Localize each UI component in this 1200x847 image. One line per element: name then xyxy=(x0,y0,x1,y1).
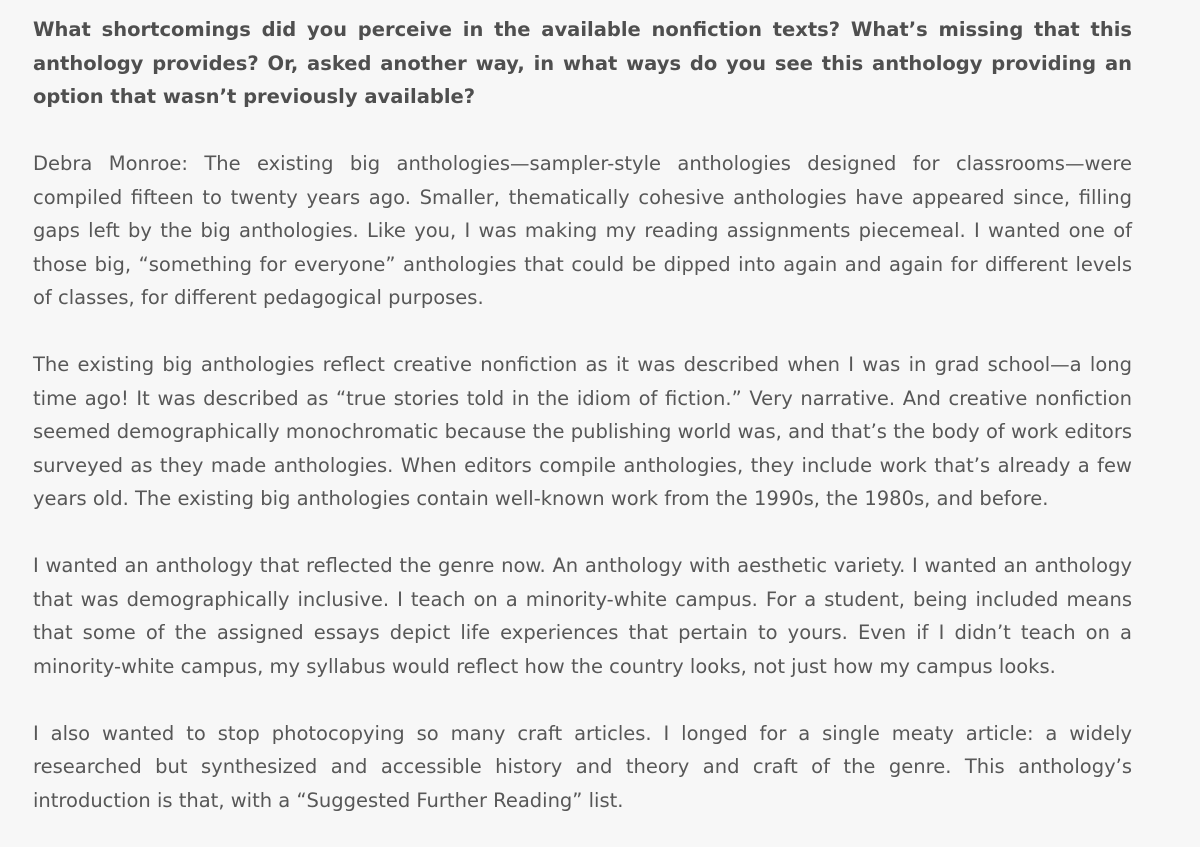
answer-paragraph-1: Debra Monroe: The existing big anthologies—sampler-style anthologies designed for classrooms—were compiled fifteen to twenty years ago. Smaller, thematically cohesive anthologies have appeared since, filling gaps left by the big anthologies. Like you, I was making my reading assignments piecemeal. I wanted one of those big, “something for everyone” anthologies that could be dipped into again and again for different levels of classes, for different pedagogical purposes. xyxy=(33,152,1132,309)
interview-article xyxy=(33,13,1132,817)
answer-paragraph-2: The existing big anthologies reflect creative nonfiction as it was described when I was in grad school—a long time ago! It was described as “true stories told in the idiom of fiction.” Very narrative. And creative nonfiction seemed demographically monochromatic because the publishing world was, and that’s the body of work editors surveyed as they made anthologies. When editors compile anthologies, they include work that’s already a few years old. The existing big anthologies contain well-known work from the 1990s, the 1980s, and before. xyxy=(33,353,1132,510)
answer-paragraph-3: I wanted an anthology that reflected the genre now. An anthology with aesthetic variety. I wanted an anthology that was demographically inclusive. I teach on a minority-white campus. For a student, being included means that some of the assigned essays depict life experiences that pertain to yours. Even if I didn’t teach on a minority-white campus, my syllabus would reflect how the country looks, not just how my campus looks. xyxy=(33,554,1132,678)
answer-paragraph-4: I also wanted to stop photocopying so many craft articles. I longed for a single meaty article: a widely researched but synthesized and accessible history and theory and craft of the genre. This anthology’s introduction is that, with a “Suggested Further Reading” list. xyxy=(33,721,1132,812)
interview-question: What shortcomings did you perceive in the available nonfiction texts? What’s missing that this anthology provides? Or, asked another way, in what ways do you see this anthology providing an option that wasn’t previously available? xyxy=(33,18,1132,108)
